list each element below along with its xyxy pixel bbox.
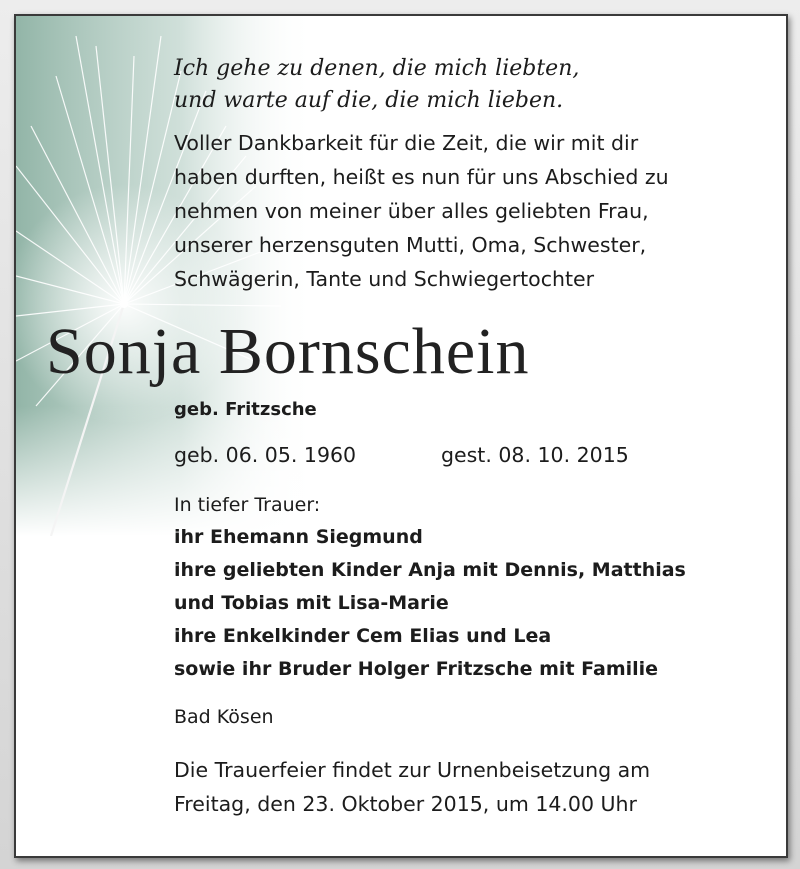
mourner-line: sowie ihr Bruder Holger Fritzsche mit Familie [174,658,659,680]
obituary-text [16,16,786,856]
mourner-line: ihr Ehemann Siegmund [174,526,423,548]
mourner-line: und Tobias mit Lisa-Marie [174,592,449,614]
place: Bad Kösen [174,706,274,728]
intro-line: Voller Dankbarkeit für die Zeit, die wir mit dir [174,131,639,155]
intro-line: haben durften, heißt es nun für uns Abschied zu [174,165,669,189]
intro-line: unserer herzensguten Mutti, Oma, Schwester, [174,233,647,257]
ceremony-line: Freitag, den 23. Oktober 2015, um 14.00 Uhr [174,792,637,816]
death-date: gest. 08. 10. 2015 [441,443,629,467]
birth-date: geb. 06. 05. 1960 [174,443,357,467]
mourner-line: ihre geliebten Kinder Anja mit Dennis, Matthias [174,559,686,581]
ceremony-line: Die Trauerfeier findet zur Urnenbeisetzung am [174,758,651,782]
deceased-name: Sonja Bornschein [46,315,530,388]
intro-line: nehmen von meiner über alles geliebten Frau, [174,199,649,223]
birth-name: geb. Fritzsche [174,399,317,420]
mourner-line: ihre Enkelkinder Cem Elias und Lea [174,625,552,647]
motto-line: Ich gehe zu denen, die mich liebten, [174,56,580,81]
mourning-heading: In tiefer Trauer: [174,494,321,516]
obituary-card [14,14,788,858]
intro-line: Schwägerin, Tante und Schwiegertochter [174,267,595,291]
motto-line: und warte auf die, die mich lieben. [174,88,564,113]
